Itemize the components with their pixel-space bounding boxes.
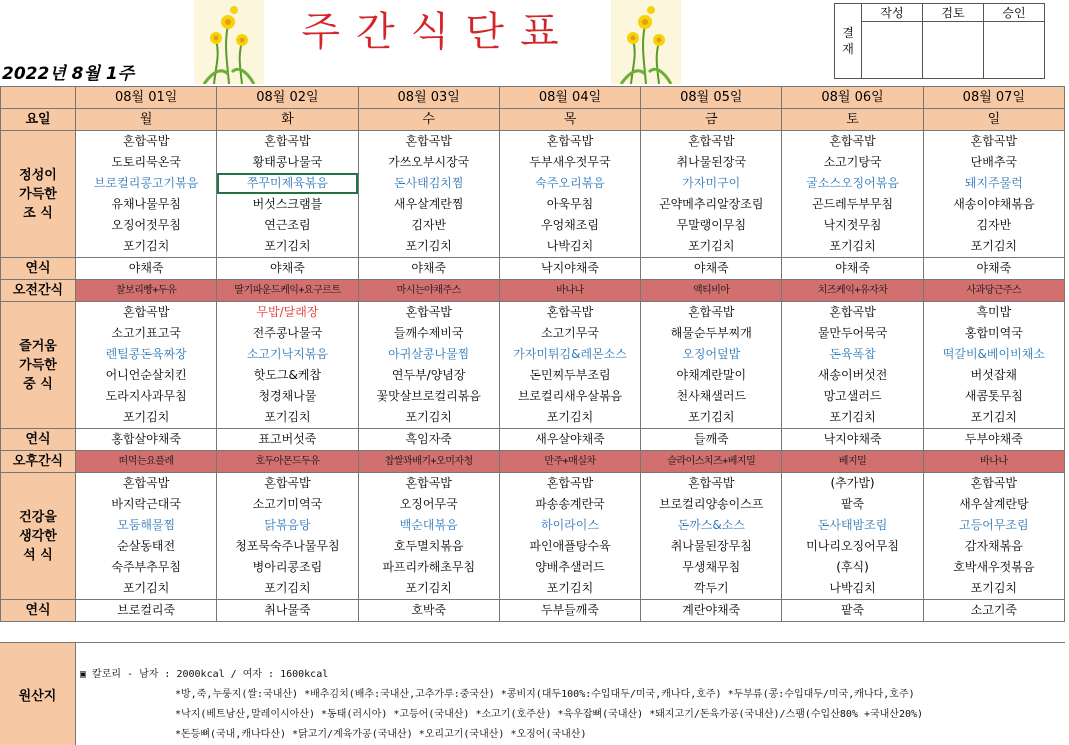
breakfast-cell[interactable]: 혼합곡밥	[358, 131, 499, 153]
breakfast-cell[interactable]: 단배추국	[923, 152, 1064, 173]
am-snack-cell[interactable]: 마시는야채주스	[358, 280, 499, 302]
weekday-cell[interactable]: 화	[217, 109, 358, 131]
breakfast-cell[interactable]: 곤드레두부무침	[782, 194, 923, 215]
flower-illustration-left	[194, 0, 264, 84]
origin-line: *돈등뼈(국내,캐나다산) *닭고기/계육가공(국내산) *오리고기(국내산) *오징어(국내산)	[175, 729, 587, 740]
lunch-cell[interactable]: 혼합곡밥	[499, 302, 640, 324]
dinner-cell[interactable]: 바지락근대국	[76, 494, 217, 515]
dinner-cell[interactable]: 포기김치	[76, 578, 217, 600]
weekday-cell[interactable]: 토	[782, 109, 923, 131]
dinner-row	[1, 536, 1065, 557]
calorie-info: ▣ 칼로리 - 남자 : 2000kcal / 여자 : 1600kcal	[80, 669, 329, 680]
lunch-cell[interactable]: 돈민찌두부조림	[499, 365, 640, 386]
breakfast-cell[interactable]: 숙주오리볶음	[499, 173, 640, 194]
breakfast-cell[interactable]: 포기김치	[923, 236, 1064, 258]
breakfast-cell[interactable]: 돈사태김치찜	[358, 173, 499, 194]
dinner-cell[interactable]: 혼합곡밥	[641, 473, 782, 495]
breakfast-cell[interactable]: 나박김치	[499, 236, 640, 258]
dinner-cell[interactable]: 혼합곡밥	[217, 473, 358, 495]
lunch-cell[interactable]: 혼합곡밥	[358, 302, 499, 324]
breakfast-porridge-label: 연식	[1, 258, 76, 280]
dinner-label: 건강을 생각한 석 식	[1, 473, 76, 600]
lunch-porridge-cell[interactable]: 들깨죽	[641, 429, 782, 451]
approval-signature-cell[interactable]	[862, 22, 923, 79]
weekday-cell[interactable]: 목	[499, 109, 640, 131]
lunch-cell[interactable]: 혼합곡밥	[76, 302, 217, 324]
breakfast-cell[interactable]: 소고기탕국	[782, 152, 923, 173]
breakfast-label: 정성이 가득한 조 식	[1, 131, 76, 258]
origin-label: 원산지	[0, 643, 76, 745]
breakfast-row	[1, 173, 1065, 194]
dinner-cell[interactable]: 깍두기	[641, 578, 782, 600]
lunch-cell[interactable]: 가자미튀김&레몬소스	[499, 344, 640, 365]
lunch-cell[interactable]: 천사채샐러드	[641, 386, 782, 407]
date-cell[interactable]: 08월 03일	[358, 87, 499, 109]
lunch-cell[interactable]: 떡갈비&베이비채소	[923, 344, 1064, 365]
dinner-cell[interactable]: 숙주부추무침	[76, 557, 217, 578]
lunch-cell[interactable]: 포기김치	[782, 407, 923, 429]
breakfast-porridge-cell[interactable]: 야채죽	[217, 258, 358, 280]
lunch-cell[interactable]: 오징어덮밥	[641, 344, 782, 365]
am-snack-cell[interactable]: 치즈케익+유자차	[782, 280, 923, 302]
lunch-label: 즐거움 가득한 중 식	[1, 302, 76, 429]
lunch-cell[interactable]: 홍합미역국	[923, 323, 1064, 344]
breakfast-cell[interactable]: 새우살계란찜	[358, 194, 499, 215]
pm-snack-cell[interactable]: 바나나	[923, 451, 1064, 473]
dinner-cell[interactable]: 혼합곡밥	[76, 473, 217, 495]
lunch-porridge-row	[1, 429, 1065, 451]
approval-signature-cell[interactable]	[923, 22, 984, 79]
dinner-cell[interactable]: (후식)	[782, 557, 923, 578]
dinner-porridge-cell[interactable]: 두부들깨죽	[499, 600, 640, 622]
am-snack-cell[interactable]: 바나나	[499, 280, 640, 302]
lunch-cell[interactable]: 혼합곡밥	[641, 302, 782, 324]
dinner-cell[interactable]: 양배추샐러드	[499, 557, 640, 578]
lunch-cell[interactable]: 청경채나물	[217, 386, 358, 407]
breakfast-cell[interactable]: 낙지젓무침	[782, 215, 923, 236]
dinner-cell[interactable]: 팥죽	[782, 494, 923, 515]
page-title: 주간식단표	[301, 9, 575, 55]
dinner-cell[interactable]: 소고기미역국	[217, 494, 358, 515]
dinner-row	[1, 494, 1065, 515]
dinner-cell[interactable]: 청포묵숙주나물무침	[217, 536, 358, 557]
breakfast-cell[interactable]: 쭈꾸미제육볶음	[217, 173, 358, 194]
breakfast-cell[interactable]: 혼합곡밥	[923, 131, 1064, 153]
pm-snack-cell[interactable]: 찹쌀꽈배기+오미자청	[358, 451, 499, 473]
breakfast-row	[1, 215, 1065, 236]
lunch-porridge-label: 연식	[1, 429, 76, 451]
breakfast-cell[interactable]: 황태콩나물국	[217, 152, 358, 173]
dinner-cell[interactable]: 파프리카해초무침	[358, 557, 499, 578]
pm-snack-cell[interactable]: 베지밀	[782, 451, 923, 473]
lunch-cell[interactable]: 어니언순살치킨	[76, 365, 217, 386]
weekday-cell[interactable]: 수	[358, 109, 499, 131]
dinner-cell[interactable]: 브로컬리양송이스프	[641, 494, 782, 515]
am-snack-cell[interactable]: 딸기파운드케익+요구르트	[217, 280, 358, 302]
approval-signature-cell[interactable]	[984, 22, 1045, 79]
dinner-porridge-cell[interactable]: 소고기죽	[923, 600, 1064, 622]
origin-line: *방,죽,누룽지(쌀:국내산) *배추김치(배추:국내산,고추가루:중국산) *콩비지(대두100%:수입대두/미국,캐나다,호주) *두부류(콩:수입대두/미국,캐나다,호주)	[175, 689, 915, 700]
breakfast-cell[interactable]: 유채나물무침	[76, 194, 217, 215]
pm-snack-cell[interactable]: 만주+매실차	[499, 451, 640, 473]
lunch-cell[interactable]: 망고샐러드	[782, 386, 923, 407]
date-cell[interactable]: 08월 04일	[499, 87, 640, 109]
breakfast-cell[interactable]: 포기김치	[641, 236, 782, 258]
lunch-cell[interactable]: 소고기표고국	[76, 323, 217, 344]
dinner-cell[interactable]: 감자채볶음	[923, 536, 1064, 557]
dinner-row	[1, 515, 1065, 536]
approval-header-written: 작성	[862, 4, 923, 22]
breakfast-cell[interactable]: 두부새우젓무국	[499, 152, 640, 173]
lunch-cell[interactable]: 새콤톳무침	[923, 386, 1064, 407]
breakfast-porridge-cell[interactable]: 야채죽	[358, 258, 499, 280]
dinner-cell[interactable]: 포기김치	[358, 578, 499, 600]
breakfast-cell[interactable]: 오징어젓무침	[76, 215, 217, 236]
breakfast-cell[interactable]: 우엉채조림	[499, 215, 640, 236]
breakfast-porridge-cell[interactable]: 야채죽	[76, 258, 217, 280]
flower-icon	[611, 0, 681, 84]
lunch-porridge-cell[interactable]: 낙지야채죽	[782, 429, 923, 451]
breakfast-cell[interactable]: 혼합곡밥	[641, 131, 782, 153]
breakfast-cell[interactable]: 버섯스크램블	[217, 194, 358, 215]
breakfast-cell[interactable]: 포기김치	[76, 236, 217, 258]
lunch-cell[interactable]: 무밥/달래장	[217, 302, 358, 324]
menu-table	[0, 86, 1065, 622]
breakfast-cell[interactable]: 아욱무침	[499, 194, 640, 215]
lunch-cell[interactable]: 전주콩나물국	[217, 323, 358, 344]
origin-section	[0, 642, 1065, 745]
lunch-cell[interactable]: 브로컬리새우살볶음	[499, 386, 640, 407]
approval-label: 결 재	[835, 4, 862, 79]
am-snack-row	[1, 280, 1065, 302]
dinner-porridge-label: 연식	[1, 600, 76, 622]
lunch-porridge-cell[interactable]: 두부야채죽	[923, 429, 1064, 451]
lunch-cell[interactable]: 연두부/양념장	[358, 365, 499, 386]
dinner-cell[interactable]: 닭볶음탕	[217, 515, 358, 536]
breakfast-cell[interactable]: 가자미구이	[641, 173, 782, 194]
lunch-cell[interactable]: 포기김치	[641, 407, 782, 429]
approval-header-approved: 승인	[984, 4, 1045, 22]
lunch-cell[interactable]: 포기김치	[76, 407, 217, 429]
breakfast-cell[interactable]: 혼합곡밥	[499, 131, 640, 153]
lunch-porridge-cell[interactable]: 새우살야채죽	[499, 429, 640, 451]
lunch-cell[interactable]: 아귀살콩나물찜	[358, 344, 499, 365]
lunch-row	[1, 386, 1065, 407]
lunch-row	[1, 302, 1065, 324]
date-cell[interactable]: 08월 07일	[923, 87, 1064, 109]
breakfast-cell[interactable]: 가쓰오부시장국	[358, 152, 499, 173]
dinner-cell[interactable]: (추가밥)	[782, 473, 923, 495]
dinner-cell[interactable]: 파인애플탕수육	[499, 536, 640, 557]
breakfast-cell[interactable]: 새송이야채볶음	[923, 194, 1064, 215]
breakfast-porridge-cell[interactable]: 야채죽	[782, 258, 923, 280]
weekday-row	[1, 109, 1065, 131]
breakfast-cell[interactable]: 혼합곡밥	[76, 131, 217, 153]
dinner-cell[interactable]: 순살동태전	[76, 536, 217, 557]
dinner-cell[interactable]: 무생채무침	[641, 557, 782, 578]
breakfast-cell[interactable]: 혼합곡밥	[217, 131, 358, 153]
breakfast-cell[interactable]: 무말랭이무침	[641, 215, 782, 236]
dinner-cell[interactable]: 하이라이스	[499, 515, 640, 536]
breakfast-cell[interactable]: 김자반	[358, 215, 499, 236]
breakfast-cell[interactable]: 김자반	[923, 215, 1064, 236]
dinner-cell[interactable]: 포기김치	[923, 578, 1064, 600]
lunch-porridge-cell[interactable]: 표고버섯죽	[217, 429, 358, 451]
breakfast-porridge-cell[interactable]: 야채죽	[641, 258, 782, 280]
breakfast-cell[interactable]: 혼합곡밥	[782, 131, 923, 153]
lunch-row	[1, 323, 1065, 344]
dinner-cell[interactable]: 병아리콩조림	[217, 557, 358, 578]
breakfast-cell[interactable]: 도토리묵온국	[76, 152, 217, 173]
weekday-cell[interactable]: 금	[641, 109, 782, 131]
pm-snack-row	[1, 451, 1065, 473]
dinner-cell[interactable]: 고등어무조림	[923, 515, 1064, 536]
dinner-cell[interactable]: 호박새우젓볶음	[923, 557, 1064, 578]
dinner-porridge-cell[interactable]: 브로컬리죽	[76, 600, 217, 622]
lunch-cell[interactable]: 소고기무국	[499, 323, 640, 344]
breakfast-cell[interactable]: 연근조림	[217, 215, 358, 236]
lunch-cell[interactable]: 포기김치	[217, 407, 358, 429]
date-cell[interactable]: 08월 05일	[641, 87, 782, 109]
am-snack-label: 오전간식	[1, 280, 76, 302]
breakfast-cell[interactable]: 굴소스오징어볶음	[782, 173, 923, 194]
breakfast-porridge-cell[interactable]: 낙지야채죽	[499, 258, 640, 280]
breakfast-row	[1, 236, 1065, 258]
breakfast-cell[interactable]: 브로컬리콩고기볶음	[76, 173, 217, 194]
breakfast-porridge-row	[1, 258, 1065, 280]
lunch-cell[interactable]: 야채계란말이	[641, 365, 782, 386]
lunch-cell[interactable]: 포기김치	[499, 407, 640, 429]
lunch-cell[interactable]: 포기김치	[923, 407, 1064, 429]
breakfast-cell[interactable]: 포기김치	[217, 236, 358, 258]
dinner-cell[interactable]: 호두멸치볶음	[358, 536, 499, 557]
dinner-cell[interactable]: 포기김치	[217, 578, 358, 600]
breakfast-porridge-cell[interactable]: 야채죽	[923, 258, 1064, 280]
dinner-cell[interactable]: 파송송계란국	[499, 494, 640, 515]
dinner-row	[1, 557, 1065, 578]
dinner-cell[interactable]: 백순대볶음	[358, 515, 499, 536]
dinner-cell[interactable]: 혼합곡밥	[499, 473, 640, 495]
pm-snack-cell[interactable]: 호두아몬드두유	[217, 451, 358, 473]
date-label	[1, 87, 76, 109]
breakfast-row	[1, 152, 1065, 173]
lunch-row	[1, 407, 1065, 429]
dinner-row	[1, 578, 1065, 600]
dinner-cell[interactable]: 혼합곡밥	[923, 473, 1064, 495]
date-cell[interactable]: 08월 02일	[217, 87, 358, 109]
dinner-porridge-cell[interactable]: 계란야채죽	[641, 600, 782, 622]
dinner-porridge-cell[interactable]: 취나물죽	[217, 600, 358, 622]
dinner-cell[interactable]: 오징어무국	[358, 494, 499, 515]
am-snack-cell[interactable]: 액티비아	[641, 280, 782, 302]
lunch-cell[interactable]: 소고기낙지볶음	[217, 344, 358, 365]
dinner-cell[interactable]: 돈까스&소스	[641, 515, 782, 536]
origin-text	[80, 665, 923, 745]
breakfast-row	[1, 194, 1065, 215]
lunch-row	[1, 344, 1065, 365]
breakfast-cell[interactable]: 포기김치	[782, 236, 923, 258]
approval-header-reviewed: 검토	[923, 4, 984, 22]
breakfast-cell[interactable]: 돼지주물럭	[923, 173, 1064, 194]
dinner-cell[interactable]: 새우살계란탕	[923, 494, 1064, 515]
dinner-cell[interactable]: 모둠해물찜	[76, 515, 217, 536]
dinner-porridge-cell[interactable]: 팥죽	[782, 600, 923, 622]
dinner-row	[1, 473, 1065, 495]
lunch-cell[interactable]: 도라지사과무침	[76, 386, 217, 407]
lunch-cell[interactable]: 혼합곡밥	[782, 302, 923, 324]
date-cell[interactable]: 08월 01일	[76, 87, 217, 109]
breakfast-cell[interactable]: 취나물된장국	[641, 152, 782, 173]
lunch-cell[interactable]: 꽃맛살브로컬리볶음	[358, 386, 499, 407]
breakfast-cell[interactable]: 곤약메추리알장조림	[641, 194, 782, 215]
dinner-porridge-row	[1, 600, 1065, 622]
am-snack-cell[interactable]: 찰보리빵+두유	[76, 280, 217, 302]
dinner-cell[interactable]: 나박김치	[782, 578, 923, 600]
dinner-cell[interactable]: 취나물된장무침	[641, 536, 782, 557]
flower-icon	[194, 0, 264, 84]
lunch-cell[interactable]: 핫도그&케찹	[217, 365, 358, 386]
lunch-porridge-cell[interactable]: 흑임자죽	[358, 429, 499, 451]
am-snack-cell[interactable]: 사과당근주스	[923, 280, 1064, 302]
lunch-cell[interactable]: 새송이버섯전	[782, 365, 923, 386]
weekday-cell[interactable]: 일	[923, 109, 1064, 131]
flower-illustration-right	[611, 0, 681, 84]
lunch-cell[interactable]: 돈육폭찹	[782, 344, 923, 365]
lunch-cell[interactable]: 렌틸콩돈육짜장	[76, 344, 217, 365]
weekday-label: 요일	[1, 109, 76, 131]
dinner-cell[interactable]: 포기김치	[499, 578, 640, 600]
lunch-cell[interactable]: 흑미밥	[923, 302, 1064, 324]
breakfast-row	[1, 131, 1065, 153]
pm-snack-cell[interactable]: 슬라이스치즈+베지밀	[641, 451, 782, 473]
dinner-cell[interactable]: 미나리오징어무침	[782, 536, 923, 557]
date-row	[1, 87, 1065, 109]
dinner-porridge-cell[interactable]: 호박죽	[358, 600, 499, 622]
lunch-cell[interactable]: 들깨수제비국	[358, 323, 499, 344]
date-cell[interactable]: 08월 06일	[782, 87, 923, 109]
breakfast-cell[interactable]: 포기김치	[358, 236, 499, 258]
dinner-cell[interactable]: 혼합곡밥	[358, 473, 499, 495]
lunch-row	[1, 365, 1065, 386]
lunch-cell[interactable]: 물만두어묵국	[782, 323, 923, 344]
weekday-cell[interactable]: 월	[76, 109, 217, 131]
week-label: 2022년 8월 1주	[2, 64, 135, 84]
dinner-cell[interactable]: 돈사태밤조림	[782, 515, 923, 536]
pm-snack-label: 오후간식	[1, 451, 76, 473]
approval-box	[834, 3, 1045, 79]
lunch-porridge-cell[interactable]: 홍합살야채죽	[76, 429, 217, 451]
lunch-cell[interactable]: 해물순두부찌개	[641, 323, 782, 344]
lunch-cell[interactable]: 포기김치	[358, 407, 499, 429]
lunch-cell[interactable]: 버섯잡채	[923, 365, 1064, 386]
origin-line: *낙지(베트남산,말레이시아산) *동태(러시아) *고등어(국내산) *소고기(호주산) *육우잡뼈(국내산) *돼지고기/돈육가공(국내산)/스팸(수입산80% +국내산20%)	[175, 709, 924, 720]
pm-snack-cell[interactable]: 떠먹는요플레	[76, 451, 217, 473]
